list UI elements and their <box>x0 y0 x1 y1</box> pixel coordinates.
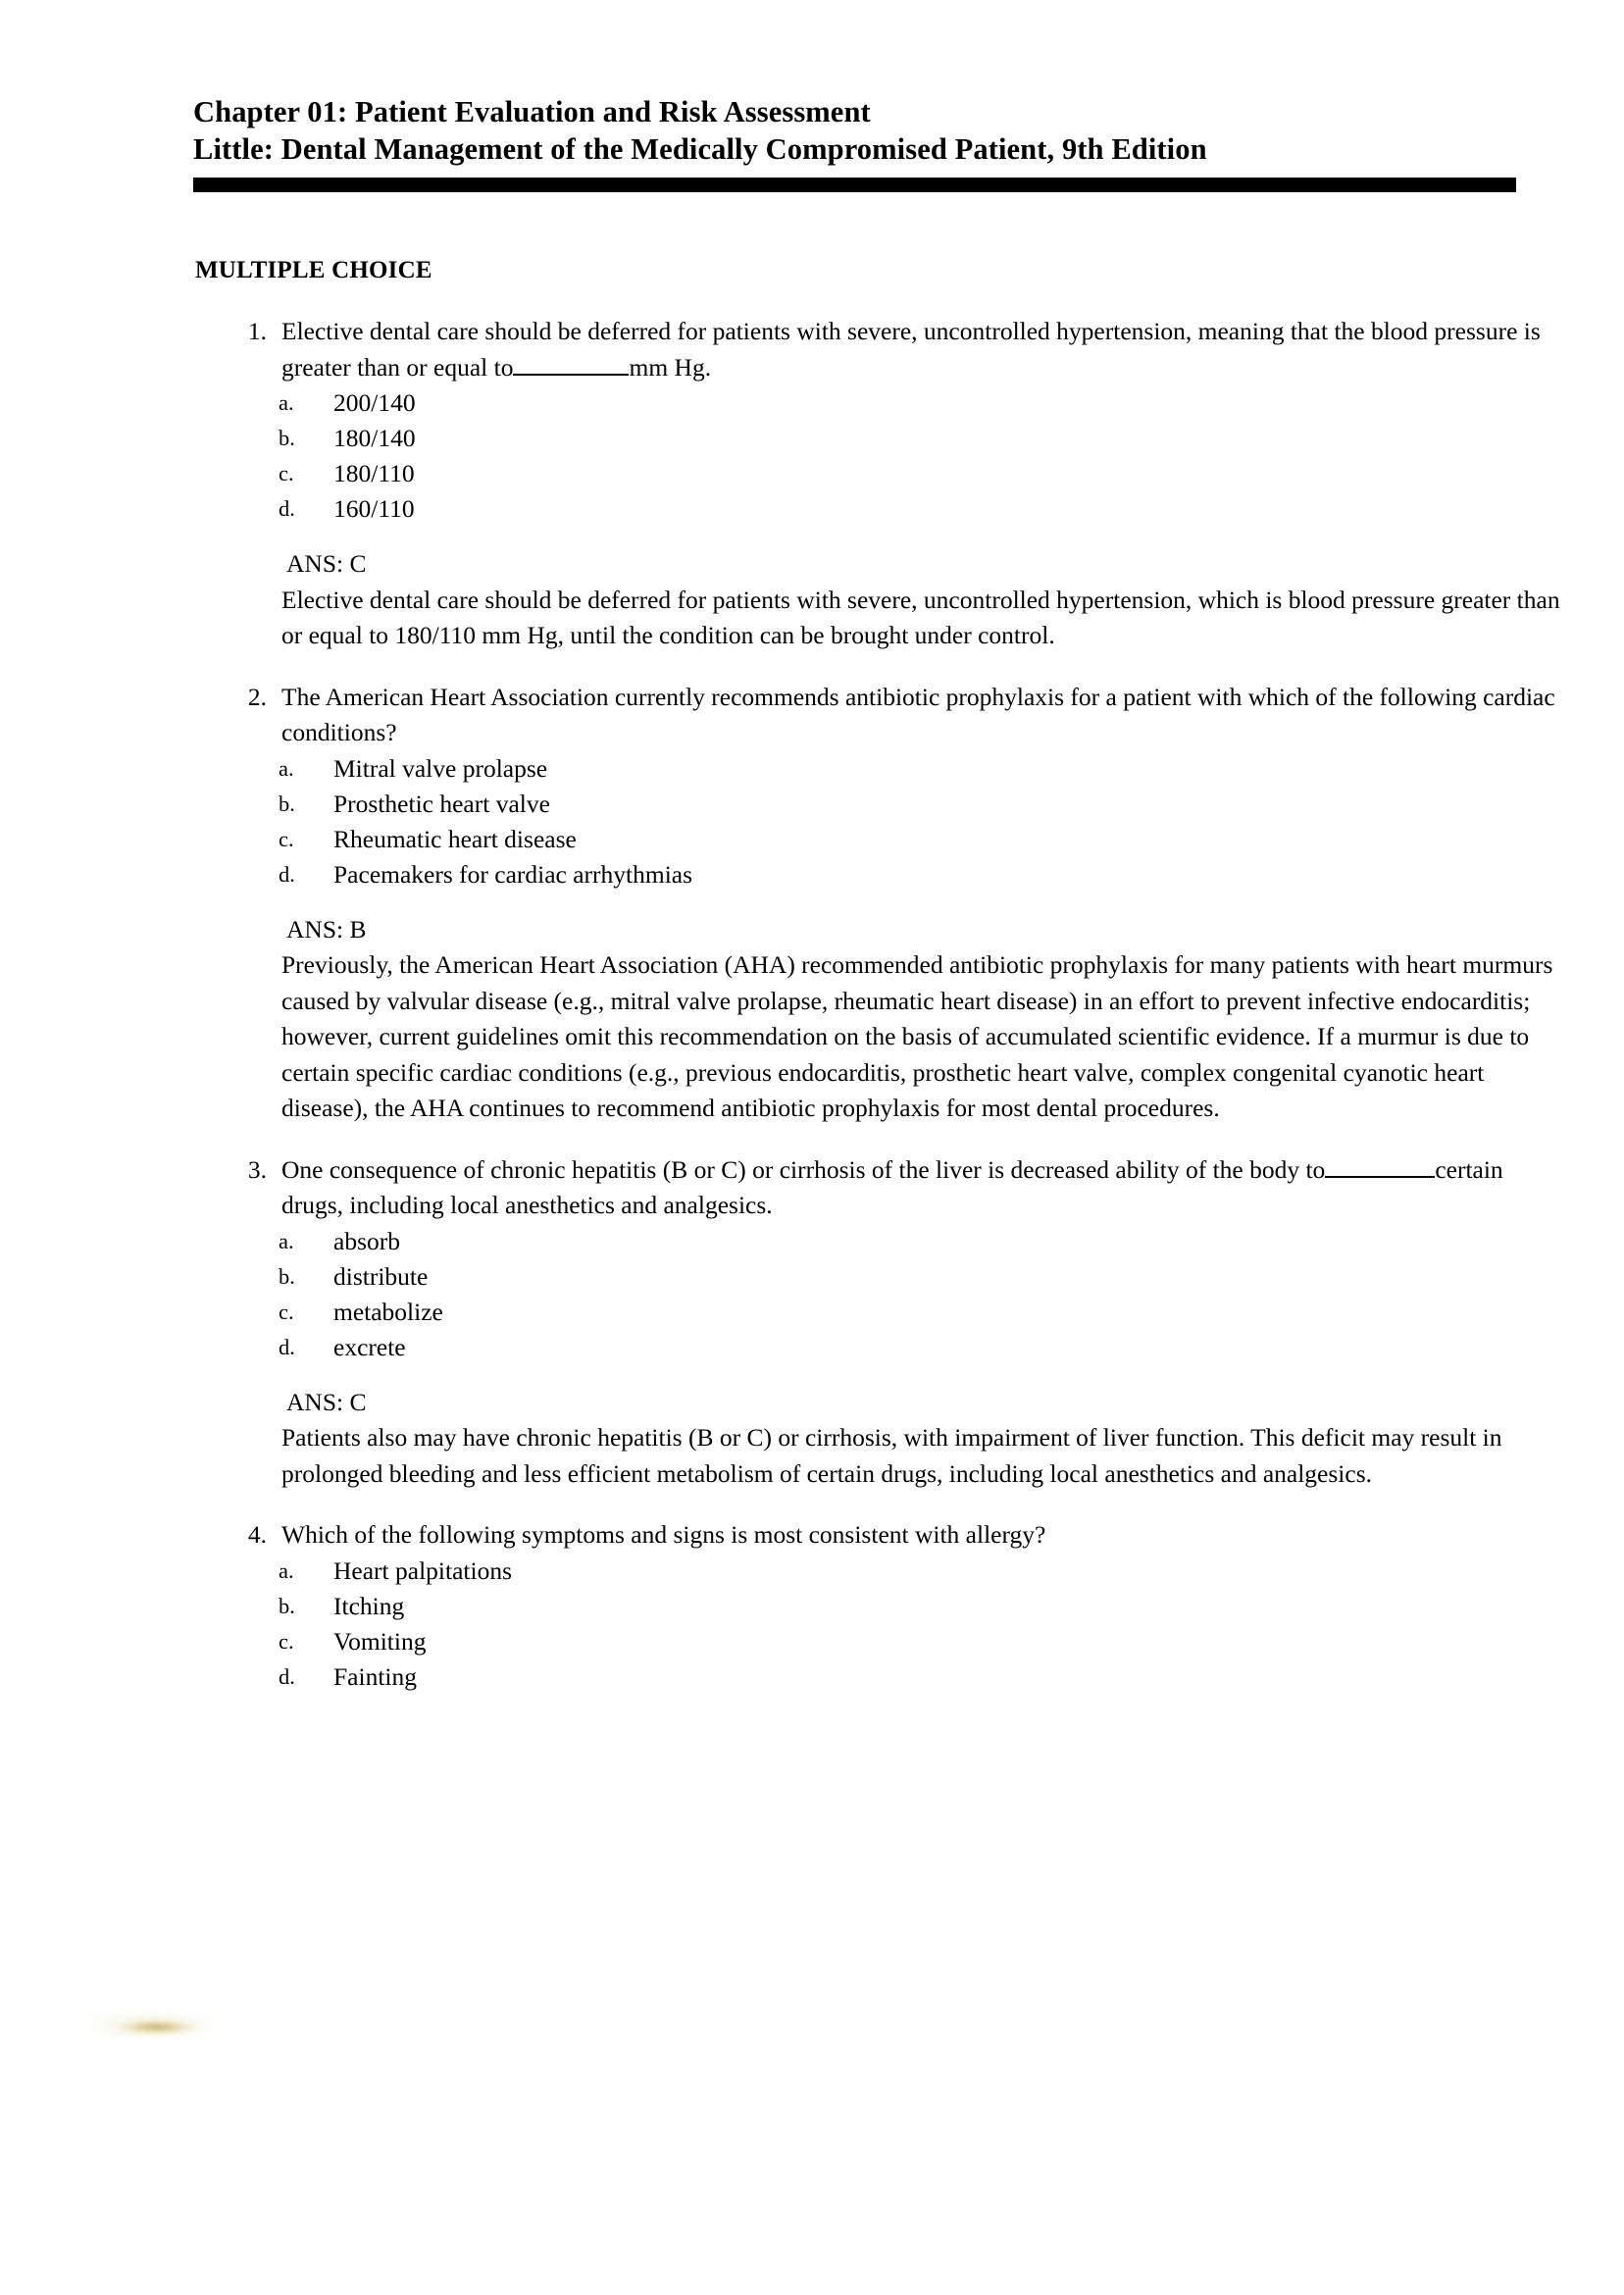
question-number: 2. <box>247 682 267 711</box>
choice-option[interactable] <box>0 456 1624 491</box>
question-stem <box>0 680 1624 751</box>
answer-rationale: Elective dental care should be deferred for patients with severe, uncontrolled hypertension, which is blood pressure greater than or equal to 180/110 mm Hg, until the condition can be brought under control. <box>281 585 1560 649</box>
header-chapter-title: Chapter 01: Patient Evaluation and Risk Assessment <box>193 95 871 128</box>
choice-option[interactable] <box>0 1554 1624 1589</box>
choice-letter: c. <box>279 826 294 851</box>
choice-text: Pacemakers for cardiac arrhythmias <box>333 859 693 889</box>
answer-label: ANS: C <box>286 549 367 578</box>
question-stem-text-tail: certain drugs, including local anesthetics and analgesics. <box>281 1154 1503 1219</box>
choice-option[interactable] <box>0 421 1624 456</box>
answer-label: ANS: C <box>286 1387 367 1416</box>
choice-text: absorb <box>333 1226 400 1255</box>
choice-option[interactable] <box>0 822 1624 857</box>
choice-text: Prosthetic heart valve <box>333 789 550 818</box>
choice-text: Heart palpitations <box>333 1556 512 1585</box>
choice-option[interactable] <box>0 1659 1624 1695</box>
choice-letter: a. <box>279 390 294 415</box>
question-stem-text: Which of the following symptoms and signs is most consistent with allergy? <box>281 1520 1046 1549</box>
choice-letter: a. <box>279 755 294 781</box>
choice-letter: a. <box>279 1228 294 1253</box>
choice-letter: d. <box>279 1663 295 1689</box>
choice-option[interactable] <box>0 1259 1624 1295</box>
choice-letter: c. <box>279 461 294 485</box>
choice-option[interactable] <box>0 857 1624 892</box>
choice-option[interactable] <box>0 491 1624 527</box>
choice-text: 200/140 <box>333 388 416 417</box>
answer-block <box>0 1385 1624 1493</box>
choice-letter: a. <box>279 1557 294 1583</box>
header-book-title: Little: Dental Management of the Medically Compromised Patient, 9th Edition <box>193 132 1207 166</box>
choice-list <box>0 385 1624 527</box>
choice-text: 180/140 <box>333 424 416 452</box>
choice-letter: c. <box>279 1628 294 1654</box>
choice-letter: b. <box>279 1263 295 1289</box>
choice-letter: b. <box>279 426 295 450</box>
question-stem-text: One consequence of chronic hepatitis (B or C) or cirrhosis of the liver is decreased ability of the body to <box>281 1154 1326 1184</box>
choice-list <box>0 751 1624 892</box>
document-header <box>193 93 1517 168</box>
choice-text: distribute <box>333 1261 429 1291</box>
choice-text: excrete <box>333 1332 406 1361</box>
choice-letter: d. <box>279 861 295 887</box>
header-rule-divider <box>193 178 1516 192</box>
question-stem-text-tail: mm Hg. <box>629 352 712 382</box>
choice-text: Itching <box>333 1591 405 1620</box>
choice-letter: d. <box>279 496 295 521</box>
question-stem <box>0 1152 1624 1224</box>
question-stem-text: Elective dental care should be deferred for patients with severe, uncontrolled hypertension, meaning that the blood pressure is greater than or equal to <box>281 317 1541 382</box>
choice-option[interactable] <box>0 1295 1624 1330</box>
question-stem <box>0 314 1624 385</box>
choice-text: metabolize <box>333 1297 443 1326</box>
choice-letter: b. <box>279 790 295 816</box>
question-block <box>0 680 1624 1127</box>
question-stem <box>0 1517 1624 1554</box>
choice-option[interactable] <box>0 787 1624 822</box>
fill-in-blank <box>513 352 629 376</box>
choice-letter: d. <box>279 1334 295 1359</box>
question-number: 3. <box>247 1154 267 1184</box>
choice-letter: c. <box>279 1299 294 1324</box>
question-number: 1. <box>247 317 267 345</box>
answer-block <box>0 912 1624 1127</box>
choice-text: Fainting <box>333 1661 418 1691</box>
question-number: 4. <box>247 1520 267 1549</box>
scan-artifact-smudge <box>90 2018 223 2034</box>
choice-option[interactable] <box>0 751 1624 787</box>
answer-block <box>0 546 1624 654</box>
choice-text: 180/110 <box>333 459 415 487</box>
question-list <box>0 314 1624 1720</box>
choice-option[interactable] <box>0 1330 1624 1365</box>
answer-label: ANS: B <box>286 914 367 944</box>
answer-rationale: Previously, the American Heart Association (AHA) recommended antibiotic prophylaxis for many patients with heart murmurs caused by valvular disease (e.g., mitral valve prolapse, rheumatic heart disease) in an effort to prevent infective endocarditis; however, current guidelines omit this recommendation on the basis of accumulated scientific evidence. If a murmur is due to certain specific cardiac conditions (e.g., previous endocarditis, prosthetic heart valve, complex congenital cyanotic heart disease), the AHA continues to recommend antibiotic prophylaxis for most dental procedures. <box>281 950 1553 1122</box>
choice-letter: b. <box>279 1593 295 1618</box>
choice-text: 160/110 <box>333 494 415 523</box>
choice-option[interactable] <box>0 1624 1624 1659</box>
choice-text: Vomiting <box>333 1626 427 1656</box>
question-block <box>0 314 1624 654</box>
section-heading-multiple-choice: MULTIPLE CHOICE <box>195 257 432 283</box>
choice-option[interactable] <box>0 1589 1624 1624</box>
choice-list <box>0 1224 1624 1365</box>
choice-text: Rheumatic heart disease <box>333 824 577 853</box>
choice-option[interactable] <box>0 1224 1624 1259</box>
fill-in-blank <box>1325 1154 1435 1178</box>
question-block <box>0 1517 1624 1695</box>
answer-rationale: Patients also may have chronic hepatitis (B or C) or cirrhosis, with impairment of liver function. This deficit may result in prolonged bleeding and less efficient metabolism of certain drugs, including local anesthetics and analgesics. <box>281 1423 1502 1488</box>
choice-text: Mitral valve prolapse <box>333 753 548 783</box>
question-block <box>0 1152 1624 1493</box>
choice-list <box>0 1554 1624 1695</box>
choice-option[interactable] <box>0 385 1624 421</box>
question-stem-text: The American Heart Association currently recommends antibiotic prophylaxis for a patient with which of the following cardiac conditions? <box>281 682 1555 746</box>
